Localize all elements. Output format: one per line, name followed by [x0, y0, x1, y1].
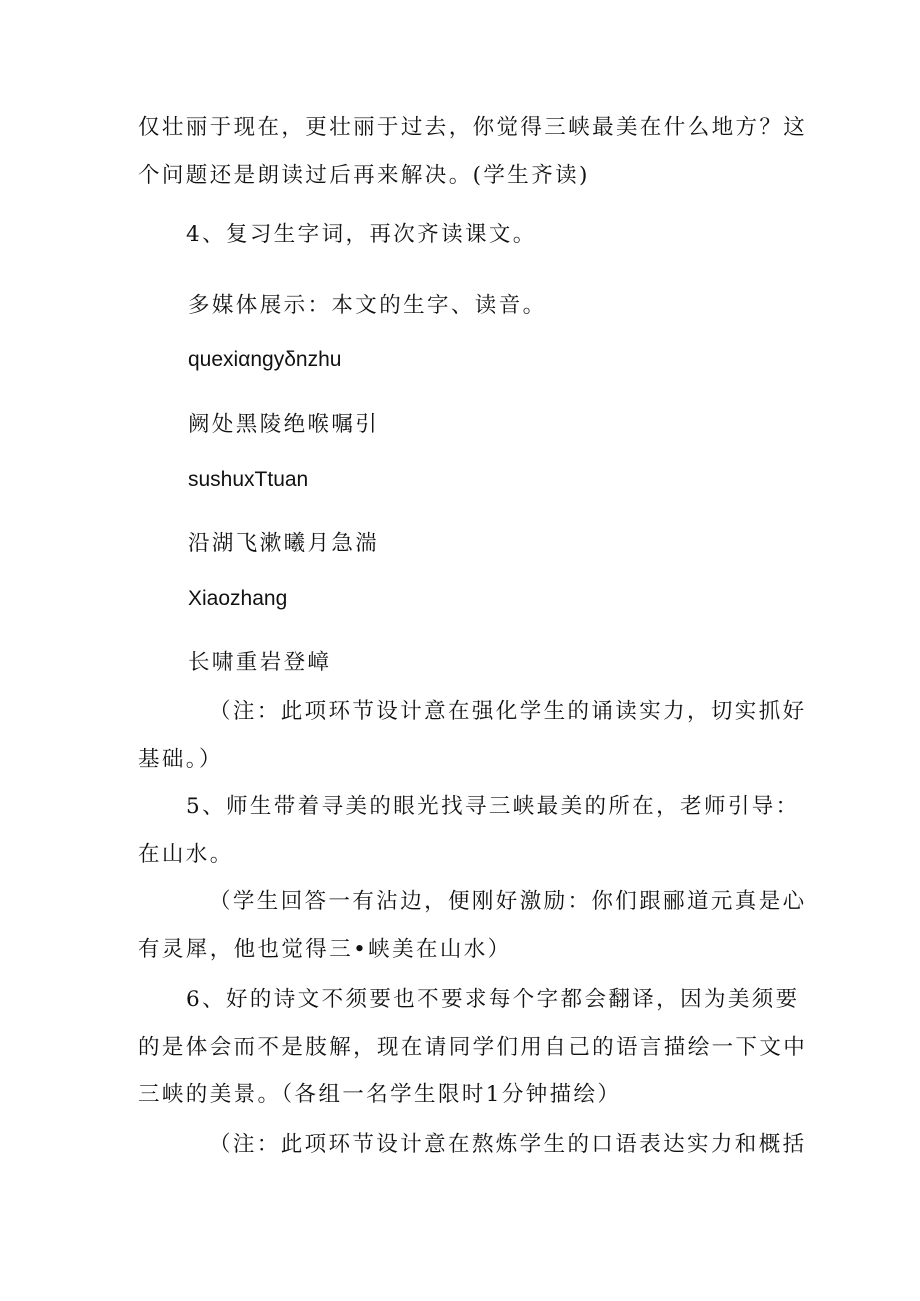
paragraph-line: 三峡的美景。（各组一名学生限时1分钟描绘）	[138, 1082, 622, 1107]
vocab-line: 阙处黑陵绝喉嘱引	[188, 412, 380, 437]
note-line: （注：此项环节设计意在熬炼学生的口语表达实力和概括	[209, 1132, 807, 1157]
paragraph-line: 多媒体展示：本文的生字、读音。	[188, 293, 547, 318]
pinyin-line: Xiaozhang	[188, 587, 288, 610]
paragraph-line: 仅壮丽于现在，更壮丽于过去，你觉得三峡最美在什么地方？这	[138, 115, 808, 140]
paragraph-line: 在山水。	[138, 842, 234, 867]
note-line: 有灵犀，他也觉得三•峡美在山水）	[138, 937, 512, 962]
pinyin-line: quexiαngyδnzhu	[188, 348, 342, 371]
note-line: 基础。）	[138, 747, 223, 772]
note-line: （注：此项环节设计意在强化学生的诵读实力，切实抓好	[209, 699, 807, 724]
paragraph-line: 个问题还是朗读过后再来解决。(学生齐读)	[138, 163, 590, 188]
step-heading: 6、好的诗文不须要也不要求每个字都会翻译，因为美须要	[186, 987, 800, 1012]
vocab-line: 长啸重岩登嶂	[188, 650, 332, 675]
pinyin-line: sushuxTtuan	[188, 468, 309, 491]
note-line: （学生回答一有沾边，便刚好激励：你们跟郦道元真是心	[209, 889, 807, 914]
step-heading: 5、师生带着寻美的眼光找寻三峡最美的所在，老师引导：	[186, 794, 800, 819]
paragraph-line: 的是体会而不是肢解，现在请同学们用自己的语言描绘一下文中	[138, 1035, 808, 1060]
step-heading: 4、复习生字词，再次齐读课文。	[186, 222, 537, 247]
vocab-line: 沿湖飞漱曦月急湍	[188, 531, 380, 556]
